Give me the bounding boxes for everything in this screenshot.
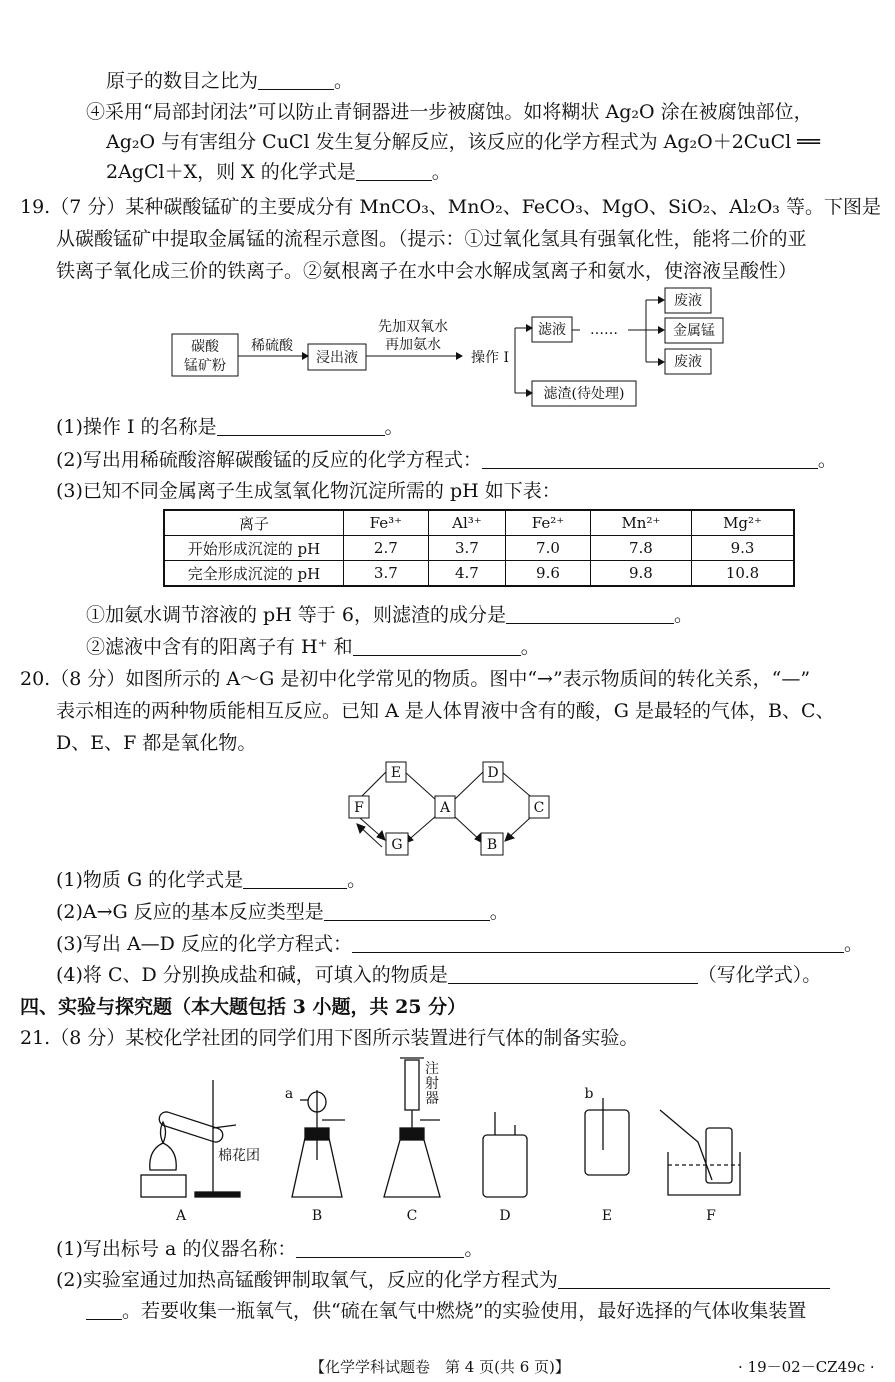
caption-B: B xyxy=(311,1208,323,1224)
edge-A-D xyxy=(454,772,483,800)
arrowhead xyxy=(658,326,665,334)
dots-label: …… xyxy=(590,322,618,338)
q21-line1: 21.（8 分）某校化学社团的同学们用下图所示装置进行气体的制备实验。 xyxy=(20,1027,639,1049)
caption-A: A xyxy=(175,1208,187,1224)
flow-chart xyxy=(172,288,723,406)
apparatus-E xyxy=(585,1098,629,1175)
edge-E-A xyxy=(405,772,436,800)
node-F-label: F xyxy=(354,800,364,816)
apparatus-B xyxy=(292,1090,345,1197)
ph-table xyxy=(163,509,795,587)
table-header: Mg²⁺ xyxy=(692,510,794,536)
q19-p1 xyxy=(56,414,404,440)
answer-blank[interactable] xyxy=(243,868,347,889)
answer-blank[interactable] xyxy=(86,1299,122,1320)
caption-C: C xyxy=(406,1208,418,1224)
syringe-barrel xyxy=(405,1060,419,1110)
table-header: Mn²⁺ xyxy=(590,510,691,536)
q19-line1: 19.（7 分）某种碳酸锰矿的主要成分有 MnCO₃、MnO₂、FeCO₃、MgO、SiO₂、Al₂O₃ 等。下图是 xyxy=(20,196,881,218)
q20-p3 xyxy=(56,931,863,957)
q20-p1-end: 。 xyxy=(347,869,367,891)
q20-line3: D、E、F 都是氧化物。 xyxy=(56,732,257,754)
arrowhead xyxy=(357,824,365,833)
table-header: Al³⁺ xyxy=(428,510,505,536)
metal-label: 金属锰 xyxy=(673,323,715,339)
node-C-label: C xyxy=(533,800,545,816)
q20-p3-end: 。 xyxy=(843,933,863,955)
label-syringe-2: 射 xyxy=(425,1076,439,1092)
test-tube xyxy=(157,1110,224,1144)
node-D-label: D xyxy=(487,765,499,781)
label-b: b xyxy=(584,1086,594,1102)
arrowhead xyxy=(377,831,385,840)
q18-line3: Ag₂O 与有害组分 CuCl 发生复分解反应，该反应的化学方程式为 Ag₂O＋2CuCl ══ xyxy=(106,131,821,153)
answer-blank[interactable] xyxy=(352,932,844,953)
leach-label: 浸出液 xyxy=(316,350,358,366)
q19-p2-text: (2)写出用稀硫酸溶解碳酸锰的反应的化学方程式： xyxy=(56,449,482,471)
q19-s2 xyxy=(86,634,540,660)
table-cell: 3.7 xyxy=(428,536,505,561)
acid-label: 稀硫酸 xyxy=(251,338,293,354)
table-cell: 2.7 xyxy=(344,536,429,561)
q19-p3: (3)已知不同金属离子生成氢氧化物沉淀所需的 pH 如下表： xyxy=(56,480,561,502)
stand-base xyxy=(195,1192,240,1197)
q19-p2 xyxy=(56,447,837,473)
table-cell: 9.8 xyxy=(590,561,691,587)
q20-p3-text: (3)写出 A—D 反应的化学方程式： xyxy=(56,933,352,955)
table-row xyxy=(164,561,794,587)
bottle-D xyxy=(483,1135,527,1197)
apparatus-D xyxy=(483,1112,527,1197)
label-syringe-3: 器 xyxy=(425,1091,439,1107)
q20-p1 xyxy=(56,867,366,893)
apparatus-A xyxy=(141,1080,240,1197)
filtrate-label: 滤液 xyxy=(538,322,566,338)
q21-p2-text: (2)实验室通过加热高锰酸钾制取氧气，反应的化学方程式为 xyxy=(56,1269,558,1291)
table-cell: 3.7 xyxy=(344,561,429,587)
raw-label-1: 碳酸 xyxy=(191,339,219,355)
label-a: a xyxy=(284,1086,294,1102)
answer-blank[interactable] xyxy=(353,635,521,656)
q19-line3: 铁离子氧化成三价的铁离子。②氨根离子在水中会水解成氢离子和氨水，使溶液呈酸性） xyxy=(56,260,798,282)
q19-p2-end: 。 xyxy=(817,449,837,471)
q20-p2-end: 。 xyxy=(489,901,509,923)
answer-blank[interactable] xyxy=(448,963,698,984)
q18-line2: ④采用“局部封闭法”可以防止青铜器进一步被腐蚀。如将糊状 Ag₂O 涂在被腐蚀部位， xyxy=(86,101,813,123)
arrowhead xyxy=(658,296,665,304)
answer-blank[interactable] xyxy=(296,1237,464,1258)
answer-blank[interactable] xyxy=(558,1268,830,1289)
waste1-label: 废液 xyxy=(674,293,702,309)
q18-line4-end: 。 xyxy=(431,161,451,183)
apparatus-figure xyxy=(141,1058,740,1224)
table-cell: 7.8 xyxy=(590,536,691,561)
caption-E: E xyxy=(601,1208,613,1224)
answer-blank[interactable] xyxy=(506,603,674,624)
residue-label: 滤渣(待处理) xyxy=(543,386,625,402)
q18-line4-text: 2AgCl＋X，则 X 的化学式是 xyxy=(106,161,356,183)
q20-p4 xyxy=(56,962,821,988)
table-header-row xyxy=(164,510,794,536)
answer-blank[interactable] xyxy=(482,448,818,469)
table-cell: 9.3 xyxy=(692,536,794,561)
arrowhead xyxy=(456,352,463,360)
table-cell: 10.8 xyxy=(692,561,794,587)
q21-p1 xyxy=(56,1236,483,1262)
raw-label-2: 锰矿粉 xyxy=(184,358,226,374)
flask-C-body xyxy=(384,1140,440,1197)
q20-p1-text: (1)物质 G 的化学式是 xyxy=(56,869,244,891)
q21-p2b-text: 。若要收集一瓶氧气，供“硫在氧气中燃烧”的实验使用，最好选择的气体收集装置 xyxy=(122,1300,807,1322)
node-E-label: E xyxy=(390,765,402,781)
footer-page-info: 【化学学科试题卷 第 4 页(共 6 页)】 xyxy=(310,1358,570,1376)
q19-line2: 从碳酸锰矿中提取金属锰的流程示意图。（提示：①过氧化氢具有强氧化性，能将二价的亚 xyxy=(56,228,807,250)
relation-diagram xyxy=(349,762,549,855)
node-A-label: A xyxy=(439,800,451,816)
table-cell: 9.6 xyxy=(506,561,591,587)
caption-F: F xyxy=(706,1208,716,1224)
q20-line1: 20.（8 分）如图所示的 A～G 是初中化学常见的物质。图中“→”表示物质间的转化关系，“—” xyxy=(20,668,811,690)
step1-label: 先加双氧水 xyxy=(378,319,448,335)
step2-label: 再加氨水 xyxy=(385,337,441,353)
waste2-label: 废液 xyxy=(674,354,702,370)
table-header: Fe³⁺ xyxy=(344,510,429,536)
table-cell: 7.0 xyxy=(506,536,591,561)
table-cell: 完全形成沉淀的 pH xyxy=(164,561,344,587)
table-cell: 开始形成沉淀的 pH xyxy=(164,536,344,561)
q21-p1-text: (1)写出标号 a 的仪器名称： xyxy=(56,1238,297,1260)
lamp-body xyxy=(150,1143,176,1170)
q19-s1-text: ①加氨水调节溶液的 pH 等于 6，则滤渣的成分是 xyxy=(86,604,506,626)
q19-s2-end: 。 xyxy=(520,636,540,658)
table-header: Fe²⁺ xyxy=(506,510,591,536)
node-B-label: B xyxy=(486,837,498,853)
q20-p2 xyxy=(56,899,509,925)
label-syringe-1: 注 xyxy=(425,1061,439,1077)
answer-blank[interactable] xyxy=(217,415,385,436)
q18-line1-text: 原子的数目之比为 xyxy=(106,70,259,92)
burner-block xyxy=(141,1175,186,1197)
edge-E-F xyxy=(362,772,386,796)
edge-D-C xyxy=(502,772,530,796)
q19-p1-text: (1)操作 I 的名称是 xyxy=(56,416,217,438)
q18-line1-end: 。 xyxy=(334,70,354,92)
q20-p2-text: (2)A→G 反应的基本反应类型是 xyxy=(56,901,324,923)
section-heading: 四、实验与探究题（本大题包括 3 小题，共 25 分） xyxy=(20,996,467,1018)
caption-D: D xyxy=(499,1208,511,1224)
clamp-arm xyxy=(213,1125,236,1128)
q20-line2: 表示相连的两种物质能相互反应。已知 A 是人体胃液中含有的酸，G 是最轻的气体，B、C、 xyxy=(56,700,835,722)
q19-s1-end: 。 xyxy=(673,604,693,626)
q21-p2b xyxy=(86,1298,806,1324)
q19-s1 xyxy=(86,602,693,628)
answer-blank[interactable] xyxy=(324,900,490,921)
apparatus-F xyxy=(660,1110,740,1195)
footer-code: · 19－02－CZ49c · xyxy=(738,1358,875,1376)
bottle-E xyxy=(585,1110,629,1175)
table-header: 离子 xyxy=(164,510,344,536)
label-cotton: 棉花团 xyxy=(218,1148,260,1164)
q20-p4-text: (4)将 C、D 分别换成盐和碱，可填入的物质是 xyxy=(56,964,448,986)
q21-p1-end: 。 xyxy=(464,1238,484,1260)
table-cell: 4.7 xyxy=(428,561,505,587)
node-G-label: G xyxy=(391,837,403,853)
table-row xyxy=(164,536,794,561)
q21-p2 xyxy=(56,1267,830,1293)
q19-p1-end: 。 xyxy=(384,416,404,438)
q19-s2-text: ②滤液中含有的阳离子有 H⁺ 和 xyxy=(86,636,353,658)
op-label: 操作 I xyxy=(471,350,509,366)
arrowhead xyxy=(658,358,665,366)
q20-p4-end: （写化学式）。 xyxy=(697,964,822,986)
